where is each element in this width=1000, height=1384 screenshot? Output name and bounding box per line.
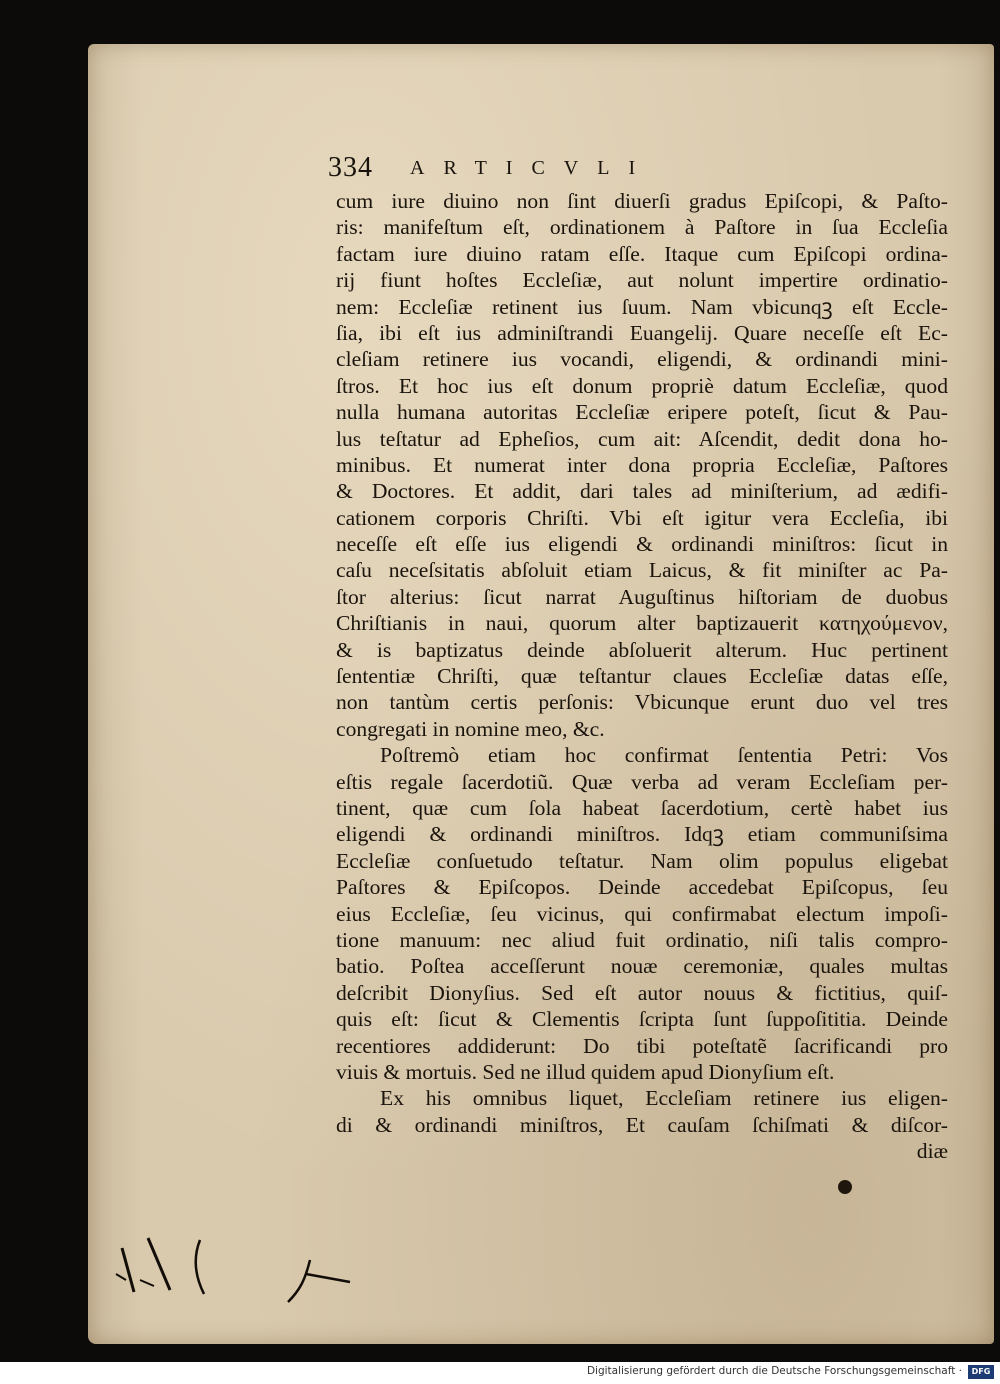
- text-line: nulla humana autoritas Eccleſiæ eripere poteſt, ſicut & Pau-: [336, 400, 948, 425]
- text-line: eligendi & ordinandi miniſtros. Idqꝫ etiam communiſsima: [336, 822, 948, 847]
- text-line: cum iure diuino non ſint diuerſi gradus Epiſcopi, & Paſto-: [336, 189, 948, 213]
- text-line: batio. Poſtea acceſſerunt nouæ ceremoniæ, quales multas: [336, 954, 948, 979]
- text-line: viuis & mortuis. Sed ne illud quidem apud Dionyſium eſt.: [336, 1059, 835, 1084]
- text-line: ſententiæ Chriſti, quæ teſtantur claues Eccleſiæ datas eſſe,: [336, 664, 948, 689]
- text-line: & Doctores. Et addit, dari tales ad miniſterium, ad ædifi-: [336, 479, 948, 504]
- page-number: 334: [328, 152, 373, 183]
- text-line: caſu neceſsitatis abſoluit etiam Laicus, & fit miniſter ac Pa-: [336, 558, 948, 583]
- text-line: factam iure diuino ratam eſſe. Itaque cum Epiſcopi ordina-: [336, 241, 948, 266]
- text-line: congregati in nomine meo, &c.: [336, 716, 605, 741]
- text-line: eius Eccleſiæ, ſeu vicinus, qui confirmabat electum impoſi-: [336, 901, 948, 926]
- dfg-logo: DFG: [968, 1365, 994, 1379]
- text-line: minibus. Et numerat inter dona propria Eccleſiæ, Paſtores: [336, 452, 948, 477]
- text-line: Poſtremò etiam hoc confirmat ſententia Petri: Vos: [380, 743, 948, 768]
- text-line: nem: Eccleſiæ retinent ius ſuum. Nam vbicunqꝫ eſt Eccle-: [336, 294, 948, 319]
- text-line: non tantùm certis perſonis: Vbicunque erunt duo vel tres: [336, 690, 948, 715]
- text-line: tione manuum: nec aliud fuit ordinatio, niſi talis compro-: [336, 927, 948, 952]
- text-line: ſtor alterius: ſicut narrat Auguſtinus hiſtoriam de duobus: [336, 584, 948, 609]
- text-line: ſia, ibi eſt ius adminiſtrandi Euangelij. Quare neceſſe eſt Ec-: [336, 320, 948, 345]
- text-line: Chriſtianis in naui, quorum alter baptizauerit κατηχούμενον,: [336, 611, 948, 636]
- text-line: deſcribit Dionyſius. Sed eſt autor nouus & fictitius, quiſ-: [336, 980, 948, 1005]
- text-line: tinent, quæ cum ſola habeat ſacerdotium, certè habet ius: [336, 795, 948, 820]
- text-line: Ex his omnibus liquet, Eccleſiam retinere ius eligen-: [380, 1086, 948, 1111]
- text-line: Eccleſiæ conſuetudo teſtatur. Nam olim populus eligebat: [336, 848, 948, 873]
- catchword: diæ: [916, 1139, 948, 1164]
- text-line: recentiores addiderunt: Do tibi poteſtatẽ ſacrificandi pro: [336, 1033, 948, 1058]
- margin-ink-marks: [100, 1230, 360, 1320]
- text-line: Paſtores & Epiſcopos. Deinde accedebat Epiſcopus, ſeu: [336, 875, 948, 900]
- text-line: cleſiam retinere ius vocandi, eligendi, & ordinandi mini-: [336, 347, 948, 372]
- text-line: quis eſt: ſicut & Clementis ſcripta ſunt ſuppoſititia. Deinde: [336, 1007, 948, 1032]
- text-line: eſtis regale ſacerdotiũ. Quæ verba ad veram Eccleſiam per-: [336, 769, 948, 794]
- text-line: lus teſtatur ad Epheſios, cum ait: Aſcendit, dedit dona ho-: [336, 426, 948, 451]
- text-line: neceſſe eſt eſſe ius eligendi & ordinandi miniſtros: ſicut in: [336, 532, 948, 557]
- text-line: ſtros. Et hoc ius eſt donum propriè datum Eccleſiæ, quod: [336, 373, 948, 398]
- text-line: cationem corporis Chriſti. Vbi eſt igitur vera Eccleſia, ibi: [336, 505, 948, 530]
- body-text: [336, 188, 948, 1164]
- funding-note: Digitalisierung gefördert durch die Deutsche Forschungsgemeinschaft ·: [586, 1365, 962, 1377]
- page-header: [328, 152, 798, 186]
- text-line: ris: manifeſtum eſt, ordinationem à Paſtore in ſua Eccleſia: [336, 215, 948, 240]
- ink-spot: [838, 1180, 852, 1194]
- text-line: & is baptizatus deinde abſoluerit alterum. Huc pertinent: [336, 637, 948, 662]
- text-line: di & ordinandi miniſtros, Et cauſam ſchiſmati & diſcor-: [336, 1112, 948, 1137]
- footer-bar: [0, 1362, 1000, 1384]
- running-head: ARTICVLI: [410, 157, 655, 179]
- text-line: rij fiunt hoſtes Eccleſiæ, aut nolunt impertire ordinatio-: [336, 268, 948, 293]
